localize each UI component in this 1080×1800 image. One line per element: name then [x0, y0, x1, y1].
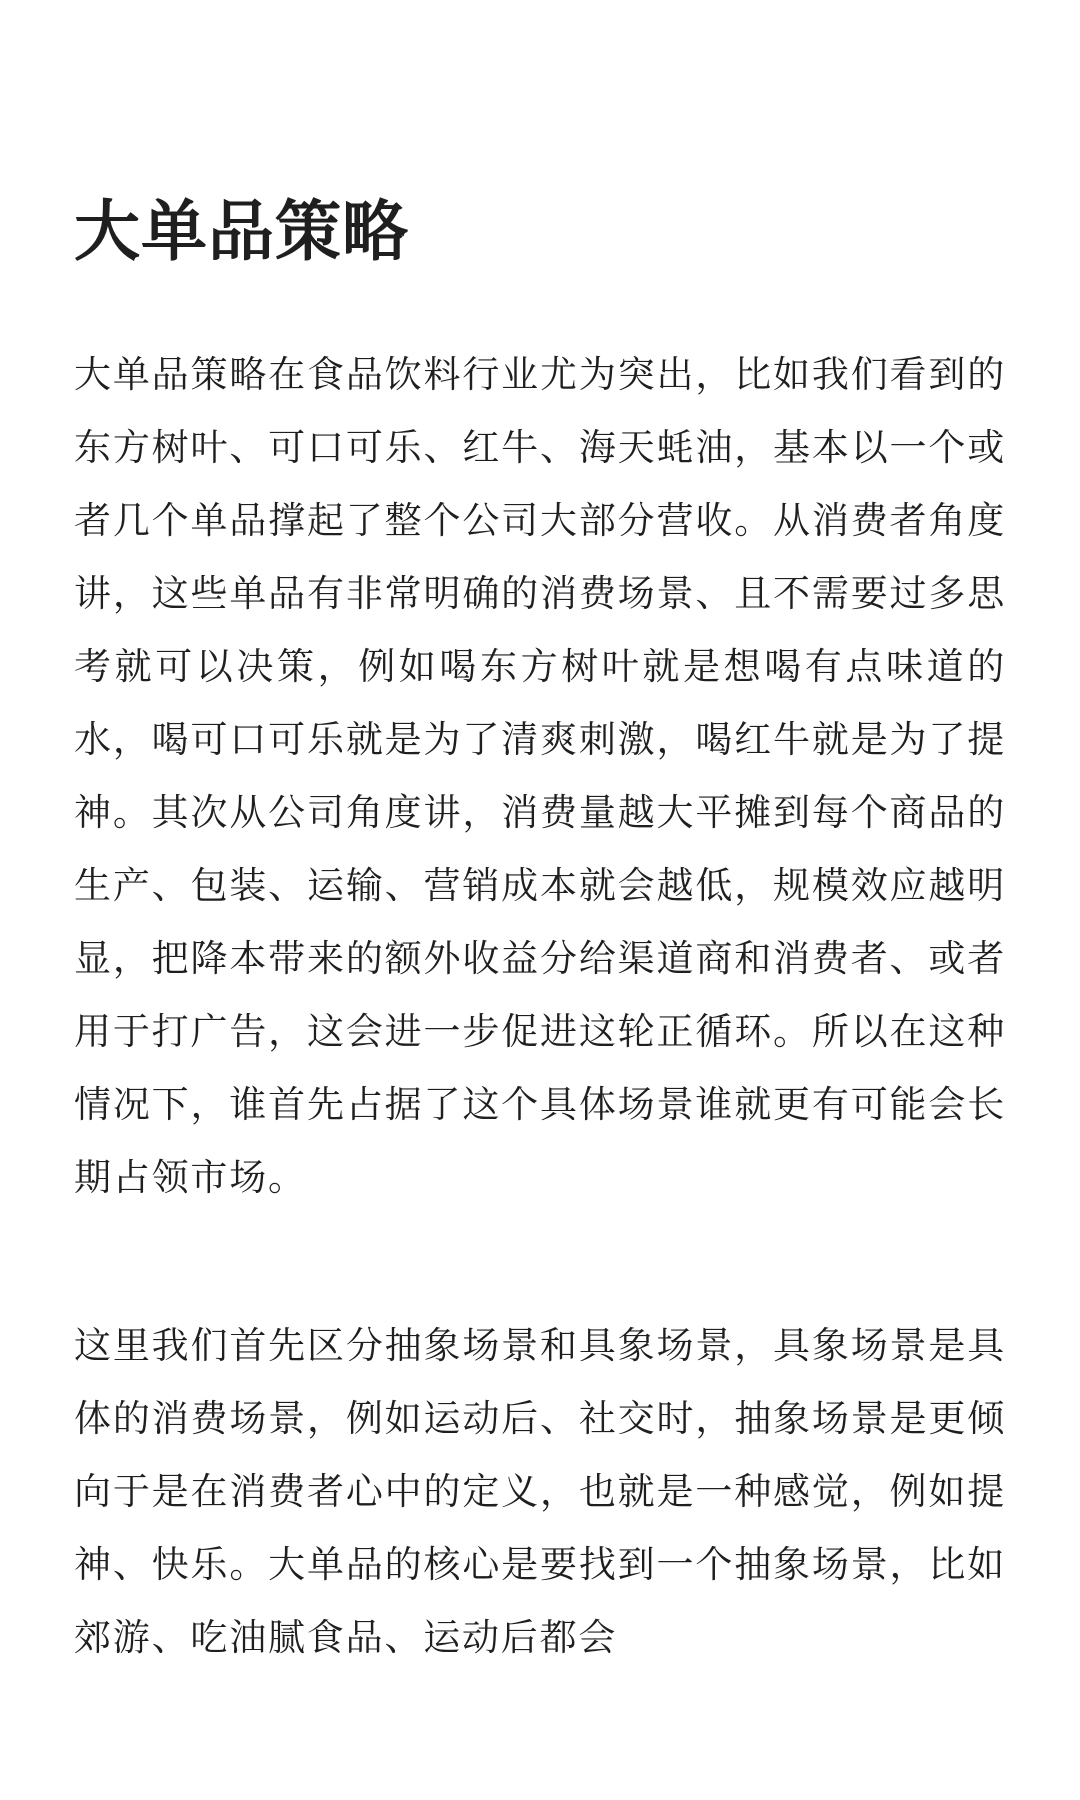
- article-title: 大单品策略: [74, 192, 409, 270]
- article-page: [74, 0, 1006, 1800]
- article-paragraph: 大单品策略在食品饮料行业尤为突出，比如我们看到的东方树叶、可口可乐、红牛、海天蚝油，基本以一个或者几个单品撑起了整个公司大部分营收。从消费者角度讲，这些单品有非常明确的消费场景、且不需要过多思考就可以决策，例如喝东方树叶就是想喝有点味道的水，喝可口可乐就是为了清爽刺激，喝红牛就是为了提神。其次从公司角度讲，消费量越大平摊到每个商品的生产、包装、运输、营销成本就会越低，规模效应越明显，把降本带来的额外收益分给渠道商和消费者、或者用于打广告，这会进一步促进这轮正循环。所以在这种情况下，谁首先占据了这个具体场景谁就更有可能会长期占领市场。: [74, 353, 1006, 1199]
- article-paragraph: 这里我们首先区分抽象场景和具象场景，具象场景是具体的消费场景，例如运动后、社交时，抽象场景是更倾向于是在消费者心中的定义，也就是一种感觉，例如提神、快乐。大单品的核心是要找到一个抽象场景，比如郊游、吃油腻食品、运动后都会: [74, 1324, 1006, 1659]
